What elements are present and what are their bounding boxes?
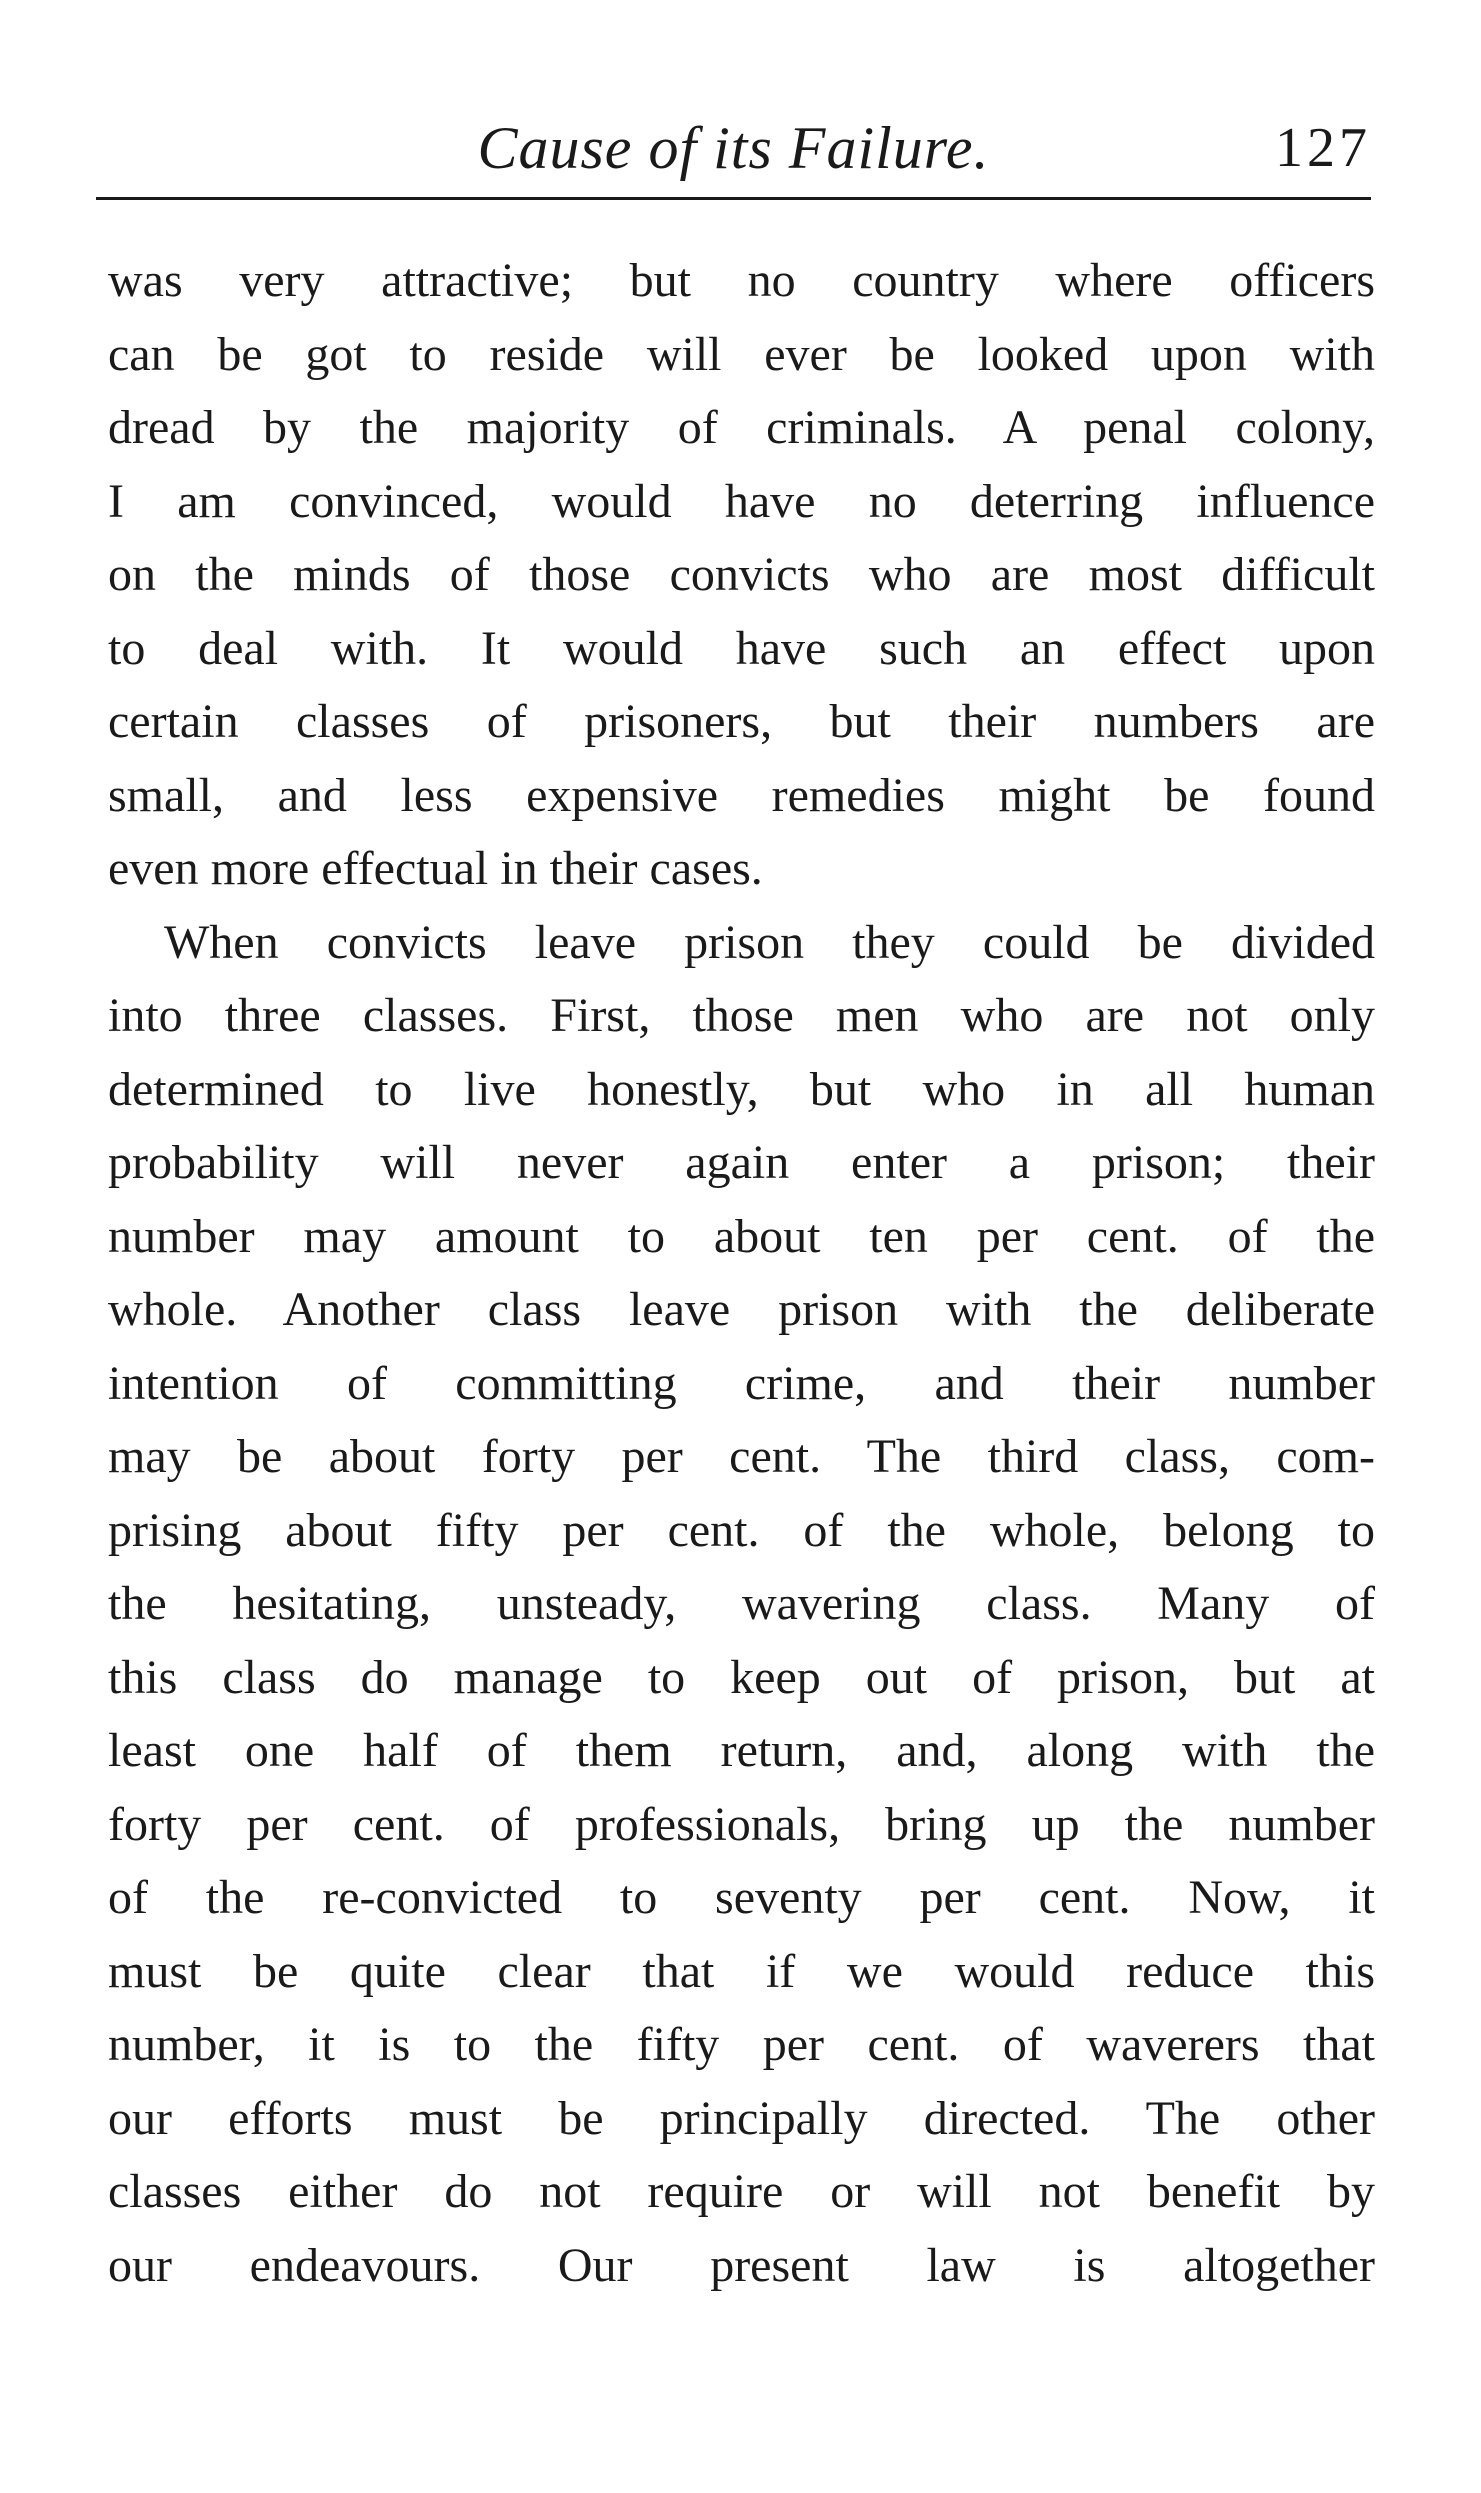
text-line: must be quite clear that if we would reduce this: [108, 1944, 1375, 1998]
running-title: Cause of its Failure.: [477, 115, 990, 181]
body-text: [108, 244, 1375, 2302]
text-line: intention of committing crime, and their number: [108, 1356, 1375, 1410]
text-line: even more effectual in their cases.: [108, 842, 763, 895]
header-rule: [96, 197, 1371, 200]
text-line: was very attractive; but no country where officers: [108, 254, 1375, 307]
text-line: this class do manage to keep out of prison, but at: [108, 1650, 1375, 1704]
running-head: [96, 108, 1371, 188]
text-line: certain classes of prisoners, but their numbers are: [108, 695, 1375, 748]
text-line: small, and less expensive remedies might be found: [108, 768, 1375, 822]
text-line: least one half of them return, and, along with the: [108, 1724, 1375, 1777]
text-line: forty per cent. of professionals, bring up the number: [108, 1797, 1375, 1851]
page-number: 127: [1275, 117, 1371, 179]
text-line: of the re-convicted to seventy per cent. Now, it: [108, 1871, 1375, 1924]
text-line: number, it is to the fifty per cent. of waverers that: [108, 2018, 1375, 2071]
text-line: whole. Another class leave prison with the deliberate: [108, 1283, 1375, 1336]
text-line: prising about fifty per cent. of the whole, belong to: [108, 1503, 1375, 1557]
text-line: When convicts leave prison they could be divided: [164, 915, 1375, 969]
text-line: to deal with. It would have such an effect upon: [108, 621, 1375, 675]
text-line: dread by the majority of criminals. A penal colony,: [108, 401, 1375, 454]
paragraph-1: [108, 244, 1375, 906]
text-line: may be about forty per cent. The third class, com-: [108, 1430, 1375, 1483]
text-line: our endeavours. Our present law is altogether: [108, 2238, 1375, 2292]
text-line: into three classes. First, those men who are not only: [108, 989, 1375, 1042]
text-line: classes either do not require or will not benefit by: [108, 2165, 1375, 2218]
text-line: I am convinced, would have no deterring influence: [108, 474, 1375, 528]
text-line: can be got to reside will ever be looked upon with: [108, 327, 1375, 381]
text-line: our efforts must be principally directed. The other: [108, 2091, 1375, 2145]
text-line: probability will never again enter a prison; their: [108, 1136, 1375, 1189]
paragraph-2: [108, 906, 1375, 2303]
text-line: on the minds of those convicts who are most difficult: [108, 548, 1375, 601]
text-line: number may amount to about ten per cent. of the: [108, 1209, 1375, 1263]
text-line: the hesitating, unsteady, wavering class. Many of: [108, 1577, 1375, 1630]
text-line: determined to live honestly, but who in all human: [108, 1062, 1375, 1116]
